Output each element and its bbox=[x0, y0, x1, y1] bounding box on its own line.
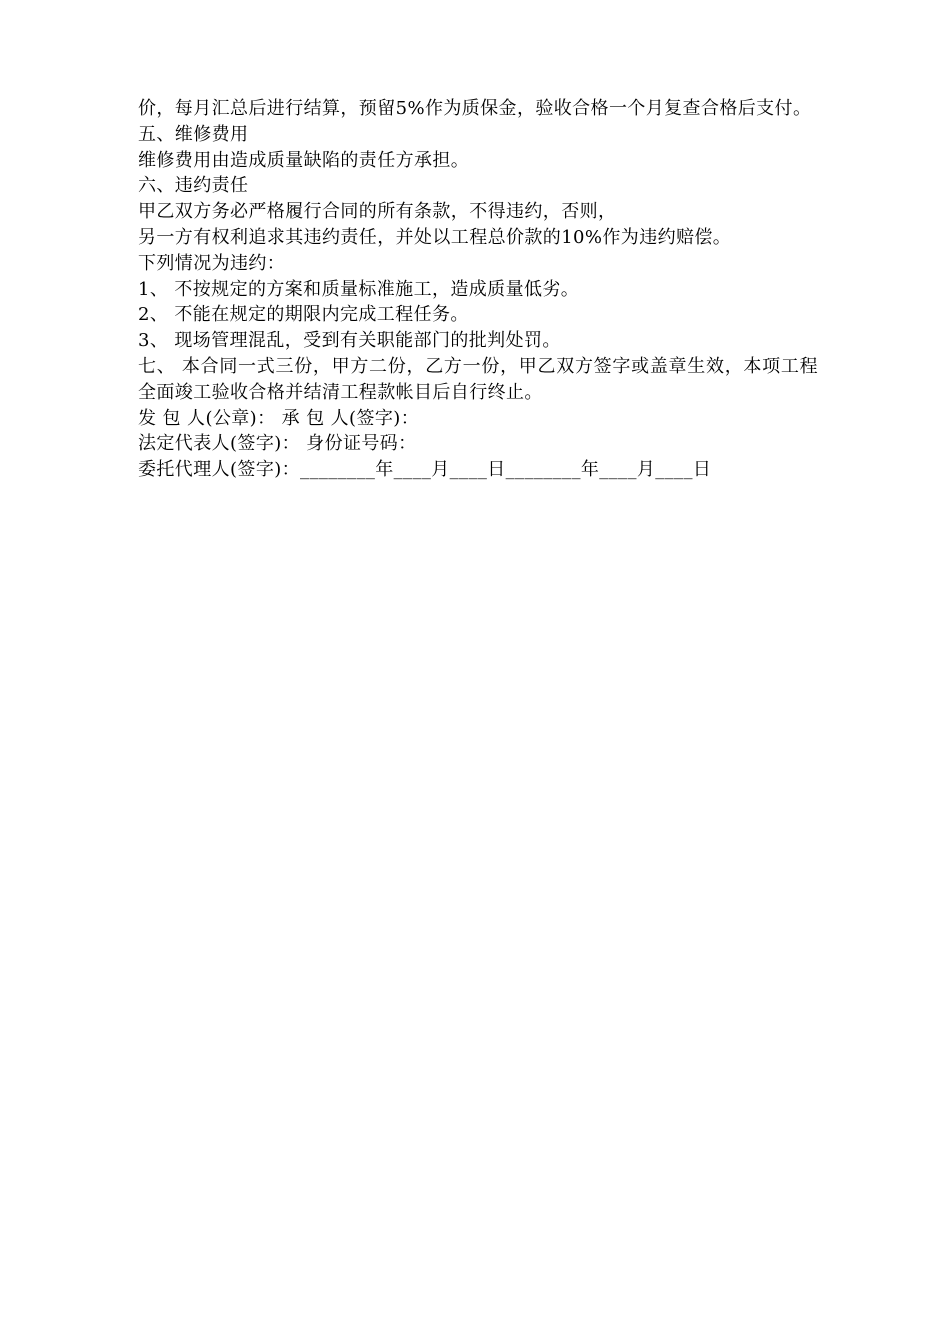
breach-item-2: 2、 不能在规定的期限内完成工程任务。 bbox=[138, 304, 469, 326]
maintenance-cost-text: 维修费用由造成质量缺陷的责任方承担。 bbox=[138, 149, 470, 171]
breach-item-1: 1、 不按规定的方案和质量标准施工，造成质量低劣。 bbox=[138, 278, 580, 300]
breach-item-3: 3、 现场管理混乱，受到有关职能部门的批判处罚。 bbox=[138, 330, 561, 352]
section-five-heading: 五、维修费用 bbox=[138, 123, 249, 145]
payment-terms-continued: 价，每月汇总后进行结算，预留5%作为质保金，验收合格一个月复查合格后支付。 bbox=[138, 98, 812, 119]
legal-representative-line: 法定代表人(签字)： 身份证号码： bbox=[138, 433, 417, 455]
section-seven-text: 七、 本合同一式三份，甲方二份，乙方一份，甲乙双方签字或盖章生效，本项工程全面竣工验收合格并结清工程款帐目后自行终止。 bbox=[138, 355, 818, 403]
breach-paragraph-1: 甲乙双方务必严格履行合同的所有条款，不得违约，否则， bbox=[138, 201, 617, 223]
breach-paragraph-2: 另一方有权利追求其违约责任，并处以工程总价款的10%作为违约赔偿。 bbox=[138, 226, 732, 248]
section-six-heading: 六、违约责任 bbox=[138, 175, 249, 197]
breach-list-intro: 下列情况为违约： bbox=[138, 252, 286, 274]
document-page bbox=[138, 96, 818, 483]
authorized-agent-date-line: 委托代理人(签字)：________年____月____日________年____月____日 bbox=[138, 459, 712, 481]
signature-parties-line: 发 包 人(公章)： 承 包 人(签字)： bbox=[138, 407, 420, 429]
